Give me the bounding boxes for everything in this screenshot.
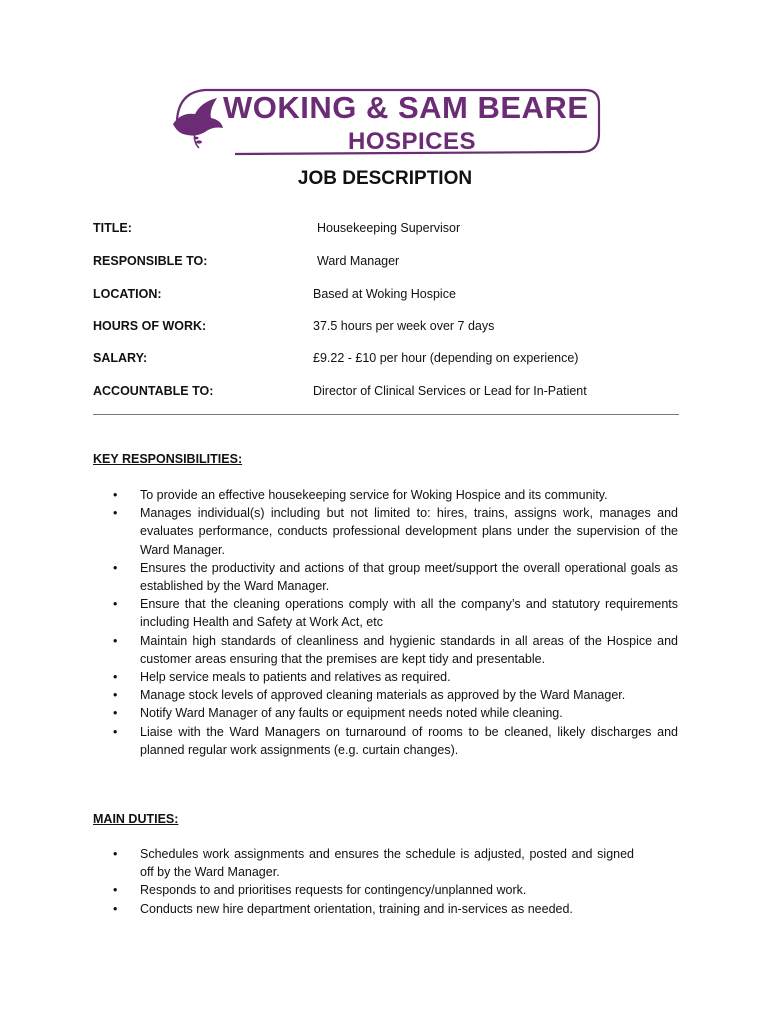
list-item [110, 900, 678, 918]
list-item-text: Maintain high standards of cleanliness and hygienic standards in all areas of the Hospice and customer areas ensuring that the premises are kept tidy and presentable. [140, 633, 678, 666]
bullet-icon: • [113, 670, 118, 685]
logo-line-2: HOSPICES [348, 128, 477, 155]
key-responsibilities-heading: KEY RESPONSIBILITIES: [93, 452, 243, 466]
main-duties-heading: MAIN DUTIES: [93, 812, 179, 826]
field-label: LOCATION: [93, 287, 162, 301]
field-label: SALARY: [93, 351, 148, 365]
bullet-icon: • [113, 883, 118, 898]
bullet-icon: • [113, 597, 118, 612]
field-label: RESPONSIBLE TO: [93, 254, 208, 268]
list-item-text: Conducts new hire department orientation, training and in-services as needed. [140, 901, 573, 916]
list-item-text: Help service meals to patients and relatives as required. [140, 670, 451, 685]
field-value: Housekeeping Supervisor [317, 221, 461, 235]
field-label: HOURS OF WORK: [93, 319, 207, 333]
hospice-logo [165, 84, 605, 164]
list-item [110, 559, 678, 595]
list-item [110, 723, 678, 759]
section-divider [93, 414, 679, 415]
bullet-icon: • [113, 560, 118, 575]
bullet-icon: • [113, 901, 118, 916]
field-value: £9.22 - £10 per hour (depending on experience) [313, 351, 579, 365]
field-value: 37.5 hours per week over 7 days [313, 319, 495, 333]
bullet-icon: • [113, 724, 118, 739]
list-item [110, 504, 678, 559]
list-item-text: Manages individual(s) including but not limited to: hires, trains, assigns work, manages and evaluates performance, conducts professional development plans under the supervision of the Ward Manager. [140, 506, 678, 557]
field-label: ACCOUNTABLE TO: [93, 384, 214, 398]
list-item [110, 486, 678, 504]
list-item [110, 632, 678, 668]
list-item [110, 668, 678, 686]
bullet-icon: • [113, 633, 118, 648]
list-item-text: Liaise with the Ward Managers on turnaround of rooms to be cleaned, likely discharges and planned regular work assignments (e.g. curtain changes). [140, 724, 678, 757]
list-item-text: Responds to and prioritises requests for contingency/unplanned work. [140, 883, 527, 898]
bullet-icon: • [113, 706, 118, 721]
list-item-text: Notify Ward Manager of any faults or equipment needs noted while cleaning. [140, 706, 563, 721]
list-item-text: Ensure that the cleaning operations comply with all the company’s and statutory requirements including Health and Safety at Work Act, etc [140, 597, 678, 630]
list-item [110, 881, 678, 899]
bullet-icon: • [113, 847, 118, 861]
list-item [110, 704, 678, 722]
document-title: JOB DESCRIPTION [297, 168, 473, 189]
bullet-icon: • [113, 488, 118, 502]
list-item [110, 595, 678, 631]
field-value: Based at Woking Hospice [313, 287, 456, 301]
field-value: Director of Clinical Services or Lead for In-Patient [313, 384, 587, 398]
bullet-icon: • [113, 688, 118, 703]
field-value: Ward Manager [317, 254, 400, 268]
key-responsibilities-list [110, 486, 678, 759]
list-item [110, 686, 678, 704]
bullet-icon: • [113, 506, 118, 521]
list-item-text: To provide an effective housekeeping service for Woking Hospice and its community. [140, 488, 608, 502]
list-item-text: Schedules work assignments and ensures the schedule is adjusted, posted and signed off by the Ward Manager. [140, 847, 634, 880]
list-item-text: Ensures the productivity and actions of that group meet/support the overall operational goals as established by the Ward Manager. [140, 560, 678, 594]
list-item [110, 845, 678, 881]
field-label: TITLE: [93, 221, 132, 235]
list-item-text: Manage stock levels of approved cleaning materials as approved by the Ward Manager. [140, 688, 626, 703]
logo-line-1: WOKING & SAM BEARE [223, 90, 589, 125]
main-duties-list [110, 845, 678, 918]
